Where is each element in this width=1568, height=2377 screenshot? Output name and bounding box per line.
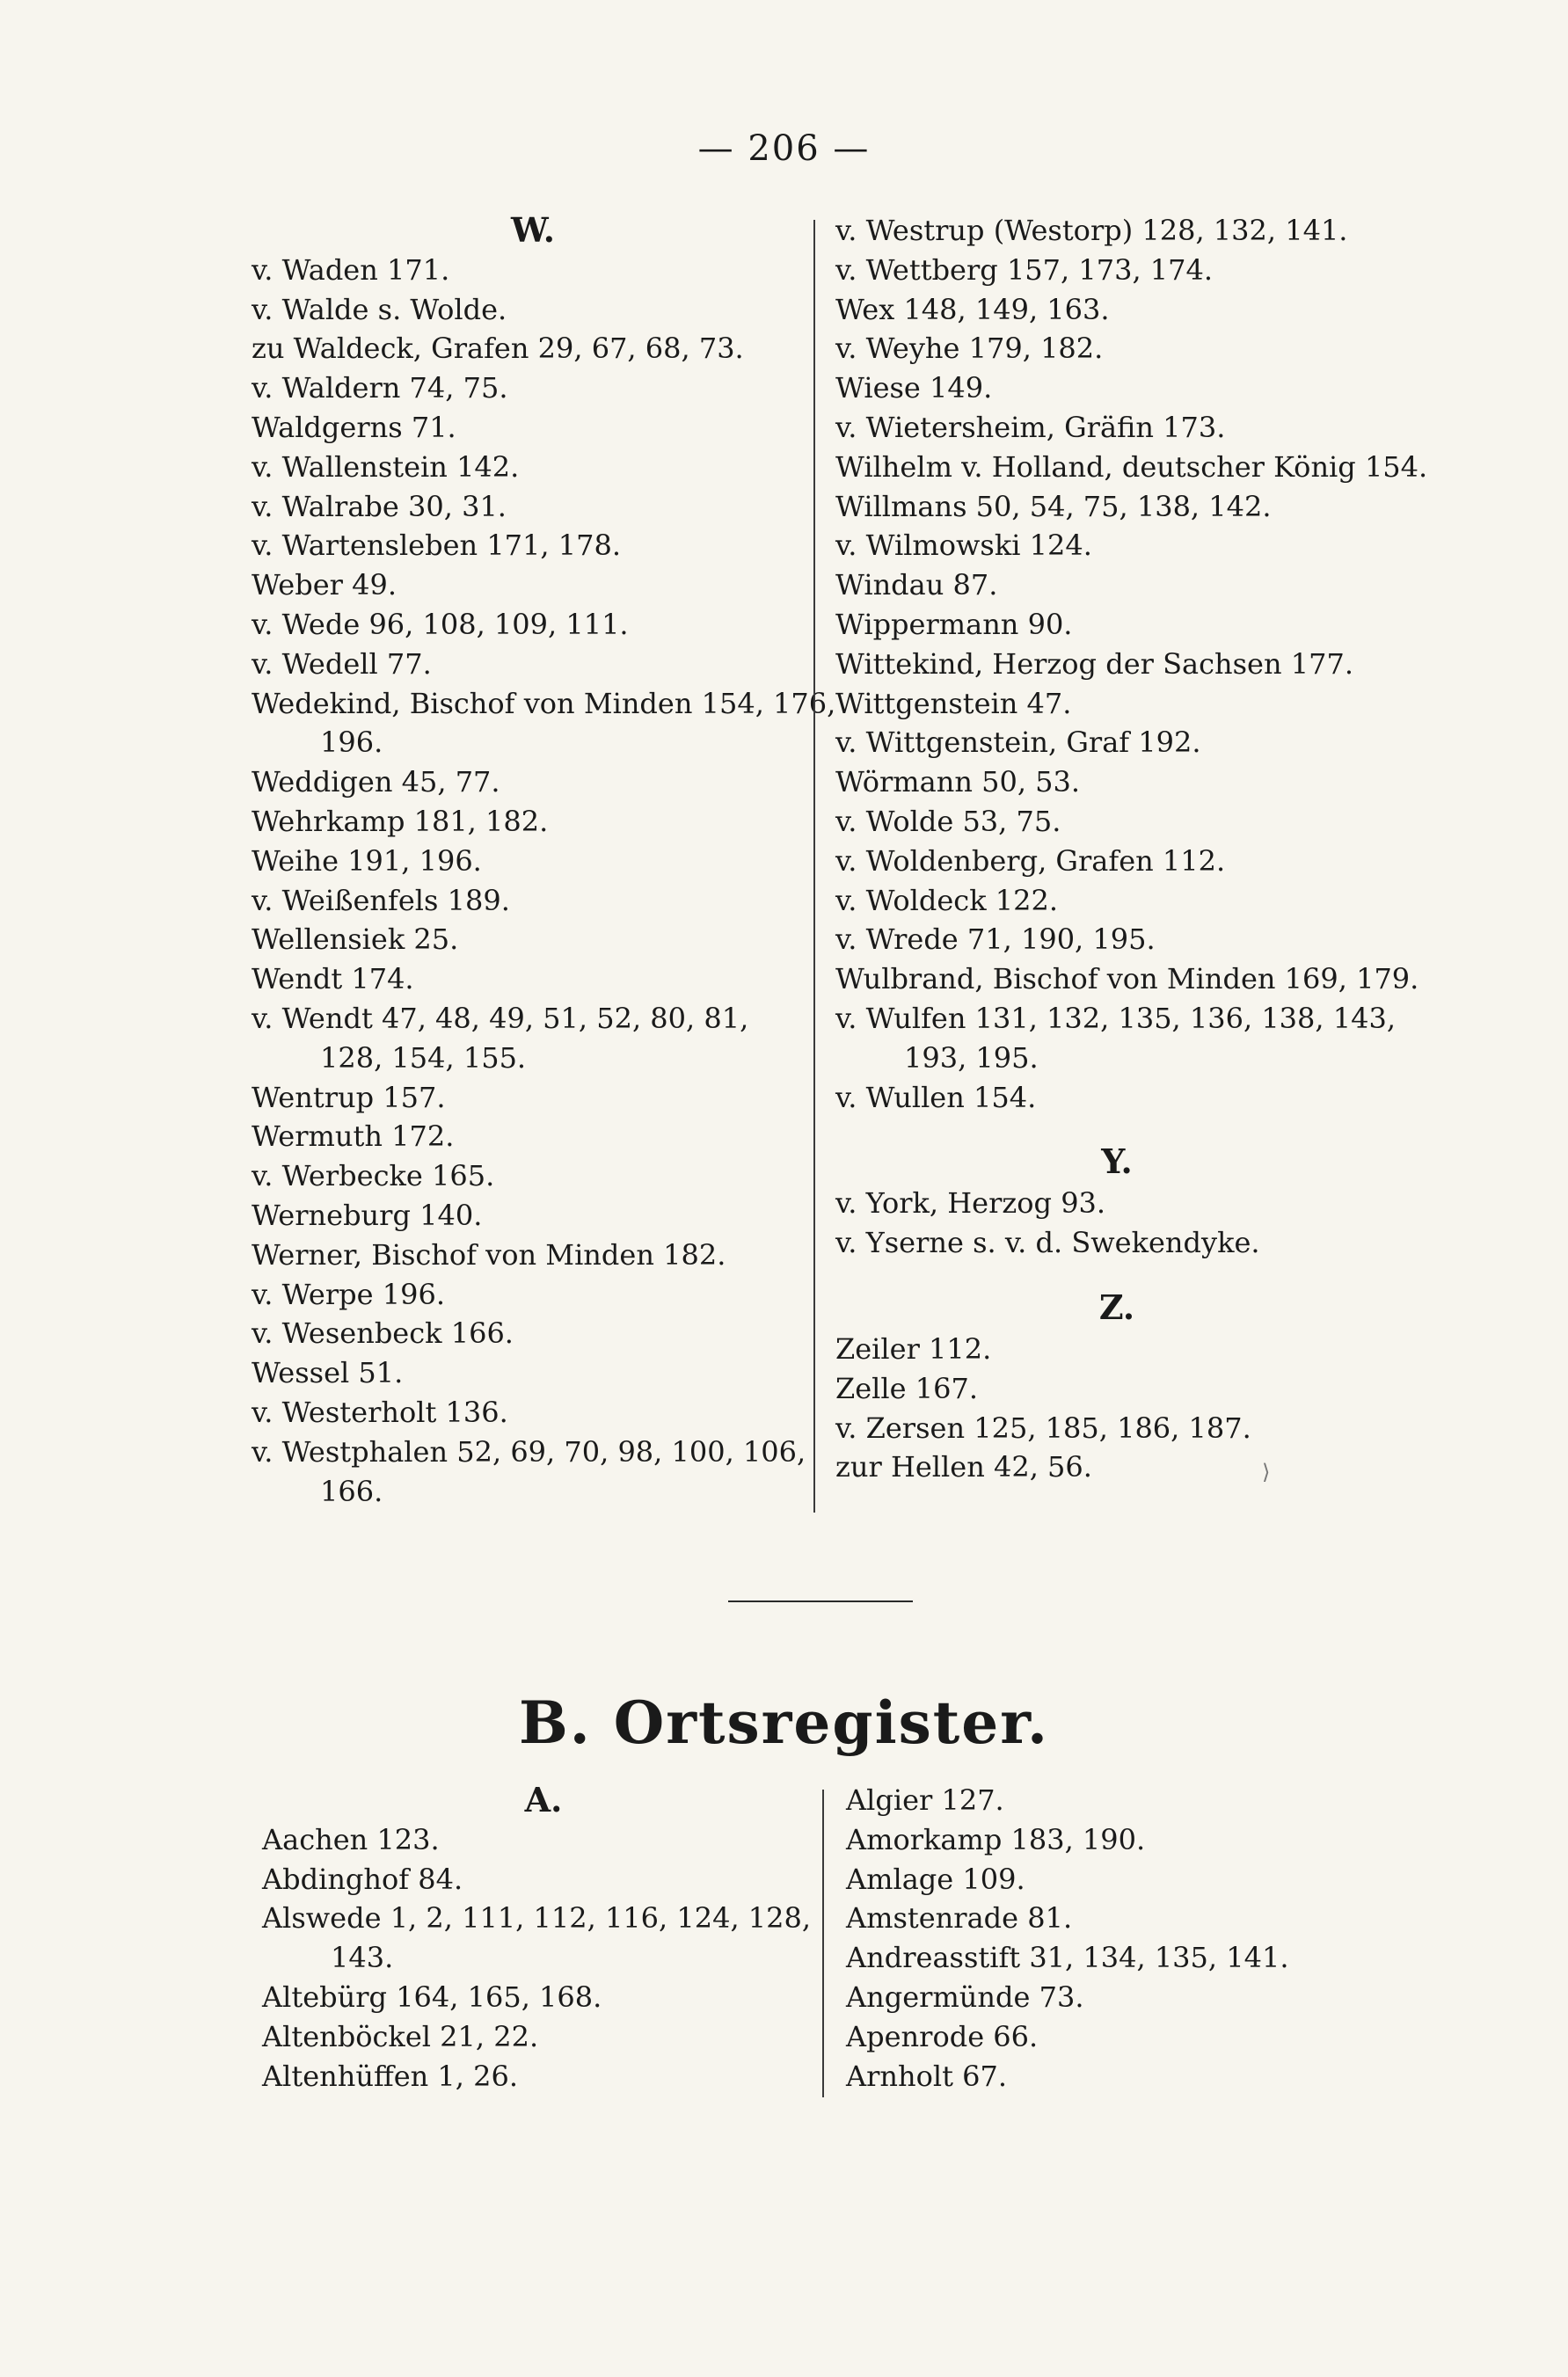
column-divider-b [822, 1790, 824, 2097]
index-entry: Zeiler 112. [835, 1331, 992, 1366]
column-divider-a [813, 220, 815, 1513]
index-entry: 193, 195. [904, 1040, 1039, 1075]
entry-list-y [835, 1184, 1398, 1263]
index-entry: v. Weißenfels 189. [252, 883, 510, 917]
index-entry: 166. [320, 1474, 383, 1508]
letter-heading-a: A. [524, 1780, 563, 1819]
index-entry: Wippermann 90. [835, 607, 1073, 641]
letter-heading-z: Z. [1098, 1287, 1135, 1327]
index-entry: Zelle 167. [835, 1371, 978, 1405]
index-entry: Wedekind, Bischof von Minden 154, 176, [252, 686, 836, 720]
index-entry: v. York, Herzog 93. [835, 1186, 1106, 1221]
index-entry: v. Wrede 71, 190, 195. [835, 922, 1156, 957]
index-entry: Apenrode 66. [846, 2019, 1039, 2053]
index-entry: v. Zersen 125, 185, 186, 187. [835, 1411, 1251, 1445]
index-entry: v. Wullen 154. [835, 1080, 1037, 1114]
index-entry: v. Westrup (Westorp) 128, 132, 141. [835, 214, 1348, 247]
index-entry: v. Waden 171. [252, 252, 450, 287]
index-entry: Wehrkamp 181, 182. [252, 804, 549, 838]
index-entry: v. Wettberg 157, 173, 174. [835, 252, 1214, 287]
index-entry: v. Yserne s. v. d. Swekendyke. [835, 1226, 1260, 1260]
index-entry: v. Westerholt 136. [252, 1395, 508, 1429]
index-entry: Altenhüffen 1, 26. [262, 2059, 519, 2093]
index-entry: v. Weyhe 179, 182. [835, 332, 1104, 366]
index-entry: Andreasstift 31, 134, 135, 141. [846, 1941, 1289, 1975]
entry-list-z [835, 1330, 1398, 1487]
index-entry: v. Wittgenstein, Graf 192. [835, 725, 1201, 760]
register-b-left-column [262, 1781, 825, 2096]
index-entry: 128, 154, 155. [320, 1040, 527, 1075]
index-entry: Wentrup 157. [252, 1080, 446, 1114]
index-entry: zur Hellen 42, 56. [835, 1450, 1092, 1484]
index-entry: Weddigen 45, 77. [252, 765, 500, 799]
index-entry: v. Westphalen 52, 69, 70, 98, 100, 106, [252, 1434, 806, 1469]
register-a-left-column [252, 210, 836, 1511]
index-entry: Wörmann 50, 53. [835, 765, 1081, 799]
index-entry: Windau 87. [835, 568, 998, 602]
index-entry: Alswede 1, 2, 111, 112, 116, 124, 128, [262, 1901, 812, 1936]
index-entry: v. Wesenbeck 166. [252, 1316, 514, 1351]
index-entry: Wittgenstein 47. [835, 686, 1072, 720]
index-entry: v. Wallenstein 142. [252, 449, 520, 484]
index-entry: Wendt 174. [252, 962, 414, 996]
index-entry: Werneburg 140. [252, 1198, 483, 1232]
index-entry: v. Wilmowski 124. [835, 529, 1092, 563]
index-entry: v. Wede 96, 108, 109, 111. [252, 607, 629, 641]
index-entry: v. Werpe 196. [252, 1277, 445, 1311]
index-entry: Angermünde 73. [846, 1980, 1084, 2014]
letter-heading-y: Y. [1101, 1141, 1133, 1182]
register-b-right-column [846, 1781, 1409, 2096]
index-entry: Weihe 191, 196. [252, 843, 482, 878]
index-entry: v. Walrabe 30, 31. [252, 489, 507, 523]
index-entry: v. Woldenberg, Grafen 112. [835, 843, 1226, 878]
index-entry: Abdinghof 84. [262, 1862, 463, 1896]
entry-list-a-left [262, 1820, 825, 2096]
letter-heading-w: W. [511, 210, 555, 250]
index-entry: Altebürg 164, 165, 168. [262, 1980, 602, 2014]
page-number: — 206 — [697, 128, 871, 169]
index-entry: v. Waldern 74, 75. [252, 371, 508, 405]
index-entry: Werner, Bischof von Minden 182. [252, 1237, 726, 1272]
index-entry: v. Wedell 77. [252, 646, 432, 681]
index-entry: 196. [320, 725, 383, 760]
index-entry: Aachen 123. [262, 1822, 440, 1856]
index-entry: Wermuth 172. [252, 1119, 455, 1154]
index-entry: Wilhelm v. Holland, deutscher König 154. [835, 449, 1428, 484]
index-entry: Wessel 51. [252, 1356, 404, 1390]
index-entry: Weber 49. [252, 568, 397, 602]
section-divider [728, 1600, 913, 1602]
index-entry: Altenböckel 21, 22. [262, 2019, 539, 2053]
index-entry: v. Werbecke 165. [252, 1159, 495, 1193]
entry-list-w-right [835, 211, 1428, 1117]
index-entry: v. Wolde 53, 75. [835, 804, 1061, 838]
entry-list-a-right [846, 1781, 1409, 2096]
index-entry: Wittekind, Herzog der Sachsen 177. [835, 646, 1354, 681]
index-entry: v. Wietersheim, Gräfin 173. [835, 410, 1226, 444]
index-entry: Amorkamp 183, 190. [846, 1822, 1146, 1856]
index-entry: v. Woldeck 122. [835, 883, 1058, 917]
index-entry: v. Wendt 47, 48, 49, 51, 52, 80, 81, [252, 1001, 749, 1035]
index-entry: Wellensiek 25. [252, 922, 459, 957]
index-entry: Willmans 50, 54, 75, 138, 142. [835, 489, 1272, 523]
index-entry: v. Wulfen 131, 132, 135, 136, 138, 143, [835, 1001, 1396, 1035]
index-entry: v. Wartensleben 171, 178. [252, 529, 621, 563]
entry-list-w-left [252, 251, 836, 1512]
register-a-right-column [835, 211, 1428, 1487]
index-entry: Wex 148, 149, 163. [835, 292, 1110, 326]
index-entry: v. Walde s. Wolde. [252, 292, 507, 326]
index-entry: Wulbrand, Bischof von Minden 169, 179. [835, 962, 1419, 996]
index-entry: Waldgerns 71. [252, 410, 456, 444]
register-b-title: B. Ortsregister. [519, 1688, 1049, 1757]
index-entry: Algier 127. [846, 1783, 1004, 1817]
index-entry: Arnholt 67. [846, 2059, 1008, 2093]
index-entry: Amlage 109. [846, 1862, 1025, 1896]
index-entry: 143. [331, 1941, 394, 1975]
index-entry: Wiese 149. [835, 371, 993, 405]
index-entry: zu Waldeck, Grafen 29, 67, 68, 73. [252, 332, 744, 366]
index-entry: Amstenrade 81. [846, 1901, 1073, 1936]
margin-mark: ⟩ [1262, 1460, 1271, 1484]
